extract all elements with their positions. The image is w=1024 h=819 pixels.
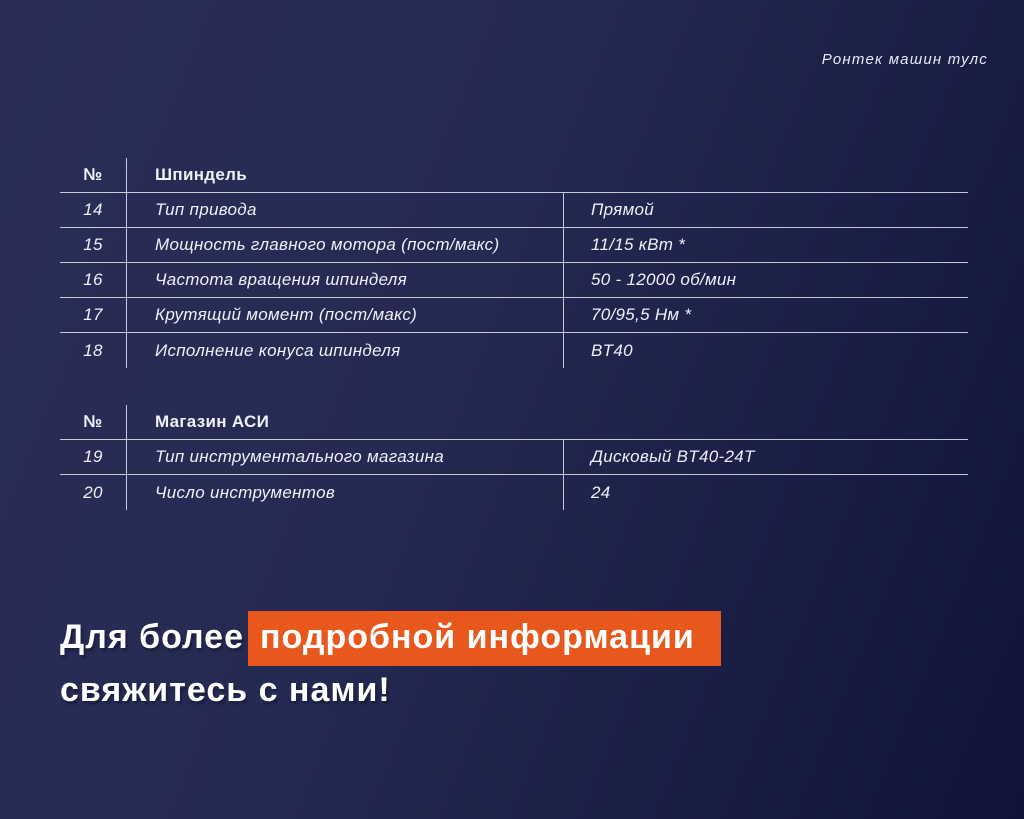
row-value: BT40 [563, 333, 968, 368]
row-name: Мощность главного мотора (пост/макс) [127, 228, 563, 263]
tool-magazine-spec-table [60, 405, 968, 510]
cta-prefix: Для более [60, 618, 244, 656]
row-value: Дисковый BT40-24T [563, 440, 968, 475]
number-column-header: № [60, 158, 127, 193]
row-value: 24 [563, 475, 968, 510]
row-number: 20 [60, 475, 127, 510]
cta-line-2: свяжитесь с нами! [60, 671, 391, 709]
row-name: Исполнение конуса шпинделя [155, 340, 401, 360]
row-number: 19 [60, 440, 127, 475]
brand-name: Ронтек машин тулс [821, 51, 988, 68]
spindle-spec-table [60, 158, 968, 368]
row-number: 14 [60, 193, 127, 228]
row-name: Тип привода [127, 193, 563, 228]
call-to-action [60, 611, 721, 715]
row-value: Прямой [563, 193, 968, 228]
row-number: 18 [60, 333, 127, 368]
row-name: Тип инструментального магазина [127, 440, 563, 475]
table-title-spindle: Шпиндель [127, 158, 968, 193]
cta-highlight: подробной информации [248, 611, 721, 666]
row-number: 16 [60, 263, 127, 298]
row-name: Число инструментов [155, 482, 335, 502]
row-value: 50 - 12000 об/мин [563, 263, 968, 298]
number-column-header: № [60, 405, 127, 440]
row-name: Частота вращения шпинделя [127, 263, 563, 298]
row-value: 11/15 кВт * [563, 228, 968, 263]
row-number: 17 [60, 298, 127, 333]
cta-line-1 [60, 611, 721, 666]
row-number: 15 [60, 228, 127, 263]
row-value: 70/95,5 Нм * [563, 298, 968, 333]
table-title-magazine: Магазин АСИ [127, 405, 968, 440]
row-name: Крутящий момент (пост/макс) [127, 298, 563, 333]
